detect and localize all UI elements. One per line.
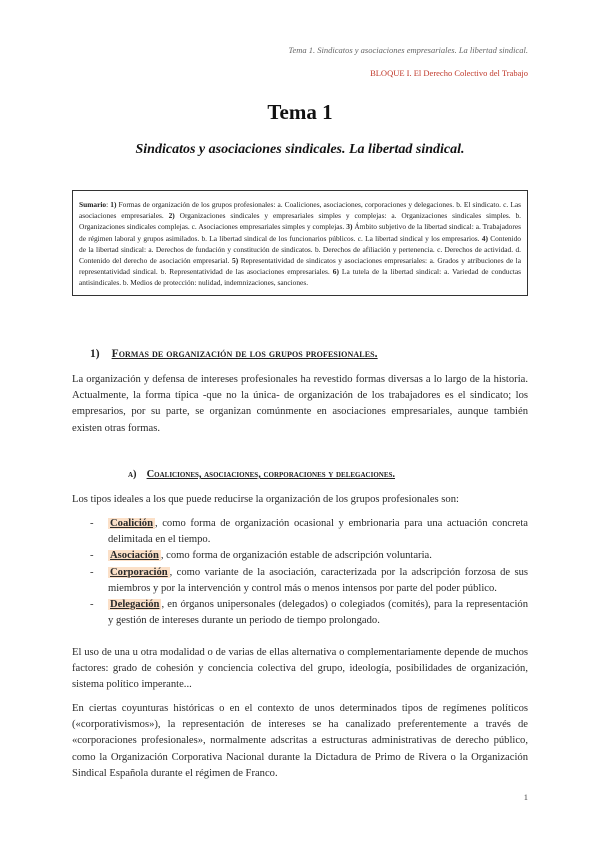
subsection-intro: Los tipos ideales a los que puede reducirse la organización de los grupos profesionales son:	[72, 494, 459, 505]
page-subtitle: Sindicatos y asociaciones sindicales. La libertad sindical.	[135, 142, 465, 157]
summary-text: Ámbito subjetivo de la libertad sindical: a. Trabajadores de régimen laboral y grupos asimilados. b. La libertad sindical de los funcionarios públicos. c. La libertad sindical y los empresarios.	[79, 222, 521, 243]
list-item-text: , en órganos unipersonales (delegados) o colegiados (comités), para la representación y gestión de intereses durante un periodo de tiempo prolongado.	[108, 599, 528, 627]
section-heading	[90, 348, 378, 360]
page-title: Tema 1	[267, 100, 333, 124]
list-item: - Delegación , en órganos unipersonales (delegados) o colegiados (comités), para la representación y gestión de intereses durante un periodo de tiempo prolongado.	[90, 599, 528, 627]
summary-text: Representatividad de sindicatos y asociaciones empresariales: a. Grados y atribuciones de la representatividad sindical. b. Representatividad de las asociaciones empresariales.	[79, 256, 521, 277]
block-header: BLOQUE I. El Derecho Colectivo del Trabajo	[370, 68, 528, 78]
summary-num: 6)	[332, 267, 339, 277]
section-number: 1)	[90, 348, 100, 360]
term-highlight: Delegación	[110, 599, 160, 611]
subsection-heading	[128, 469, 395, 480]
summary-text: Organizaciones sindicales y empresariales simples y complejas: a. Organizaciones sindicales simples. b. Organizaciones sindicales complejas. c. Asociaciones empresariales simples y complejas.	[79, 211, 521, 232]
summary-text: Formas de organización de los grupos profesionales: a. Coaliciones, asociaciones, corporaciones y delegaciones. b. El sindicato. c. Las asociaciones empresariales.	[79, 200, 521, 221]
paragraph-3: En ciertas coyunturas históricas o en el contexto de unos determinados tipos de regímenes políticos («corporativismos»), la representación de intereses se ha canalizado preferentemente a través de «corporaciones profesionales», normalmente adscritas a estructuras administrativas de derecho público, como la Organización Corporativa Nacional durante la Dictadura de Primo de Rivera o la Organización Sindical Española durante el régimen de Franco.	[72, 703, 528, 779]
summary-num: 4)	[481, 233, 488, 243]
term-highlight: Asociación	[110, 550, 159, 562]
list-item: - Corporación , como variante de la asociación, caracterizada por la adscripción forzosa de sus miembros y por la intervención y control más o menos intensos por parte del poder público.	[90, 566, 528, 594]
list-item-text: , como forma de organización ocasional y embrionaria para una actuación concreta delimitada en el tiempo.	[108, 518, 528, 546]
summary-num: 5)	[232, 256, 239, 266]
types-list	[90, 516, 528, 629]
summary-box: Sumario: 1) Formas de organización de los grupos profesionales: a. Coaliciones, asociaciones, corporaciones y delegaciones. b. El sindicato. c. Las asociaciones empresariales. 2) Organizaciones sindicales y empresariales simples y complejas: a. Organizaciones sindicales simples. b. Organizaciones sindicales complejas. c. Asociaciones empresariales simples y complejas. 3) Ámbito subjetivo de la libertad sindical: a. Trabajadores de régimen laboral y grupos asimilados. b. La libertad sindical de los funcionarios públicos. c. La libertad sindical y los empresarios. 4) Contenido de la libertad sindical: a. Derechos de fundación y constitución de sindicatos. b. Derechos de afiliación y pertenencia. c. Derechos de actividad. d. Contenido del derecho de asociación empresarial. 5) Representatividad de sindicatos y asociaciones empresariales: a. Grados y atribuciones de la representatividad sindical. b. Representatividad de las asociaciones empresariales. 6) La tutela de la libertad sindical: a. Variedad de conductas antisindicales. b. Medios de protección: nulidad, indemnizaciones, sanciones.	[72, 190, 528, 296]
summary-text: La tutela de la libertad sindical: a. Variedad de conductas antisindicales. b. Medios de protección: nulidad, indemnizaciones, sanciones.	[79, 267, 521, 288]
list-item-text: , como forma de organización estable de adscripción voluntaria.	[160, 550, 432, 562]
summary-label: Sumario	[79, 200, 107, 209]
page-number: 1	[523, 792, 528, 802]
summary-num: 3)	[346, 222, 353, 232]
term-highlight: Corporación	[110, 566, 168, 578]
list-item-text: , como variante de la asociación, caracterizada por la adscripción forzosa de sus miembros y por la intervención y control más o menos intensos por parte del poder público.	[108, 566, 528, 594]
summary-text: Contenido de la libertad sindical: a. Derechos de fundación y constitución de sindicatos. b. Derechos de afiliación y pertenencia. c. Derechos de actividad. d. Contenido del derecho de asociación empresarial.	[79, 233, 521, 266]
running-header: Tema 1. Sindicatos y asociaciones empresariales. La libertad sindical.	[288, 45, 528, 55]
term-highlight: Coalición	[110, 518, 153, 529]
paragraph-2: El uso de una u otra modalidad o de varias de ellas alternativa o complementariamente depende de muchos factores: grado de cohesión y conciencia colectiva del grupo, ideología, posibilidades de organización, sistema político imperante...	[72, 647, 528, 691]
list-item: - Coalición , como forma de organización ocasional y embrionaria para una actuación concreta delimitada en el tiempo.	[90, 518, 528, 546]
subsection-title: Coaliciones, asociaciones, corporaciones y delegaciones.	[146, 469, 396, 480]
list-item: - Asociación , como forma de organización estable de adscripción voluntaria.	[90, 550, 432, 562]
subsection-number: a)	[128, 469, 137, 480]
summary-num: 2)	[168, 211, 175, 221]
section-title: Formas de organización de los grupos profesionales.	[111, 348, 378, 360]
section-paragraph: La organización y defensa de intereses profesionales ha revestido formas diversas a lo largo de la historia. Actualmente, la forma típica -que no la única- de organización de los trabajadores es el sindicato; los empresarios, por su parte, se organizan comúnmente en asociaciones empresariales, aunque también existen otras formas.	[72, 374, 528, 434]
summary-num: 1)	[110, 200, 117, 209]
